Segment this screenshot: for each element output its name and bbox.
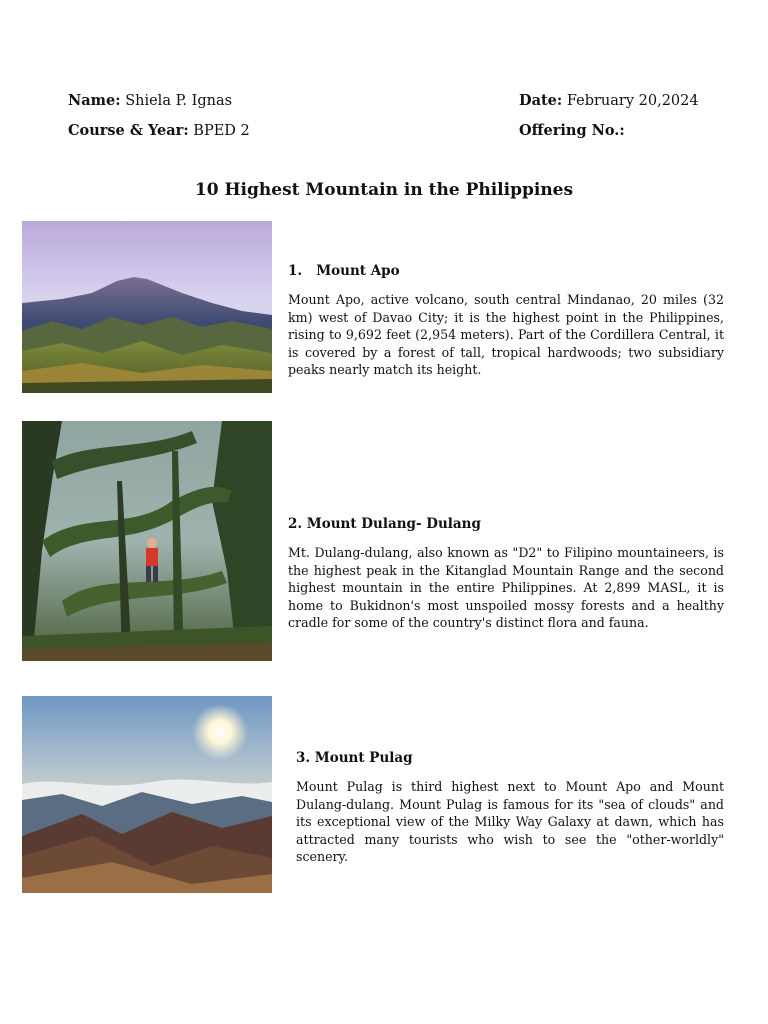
name-field [68, 92, 232, 109]
page-title: 10 Highest Mountain in the Philippines [194, 180, 574, 200]
entry-mount-dulang-dulang [288, 516, 724, 632]
name-label: Name: [68, 92, 121, 109]
entry-mount-apo [288, 263, 724, 379]
course-year-value: BPED 2 [193, 123, 250, 139]
entry-heading: 2. Mount Dulang- Dulang [288, 516, 481, 532]
name-value: Shiela P. Ignas [125, 93, 233, 109]
course-year-label: Course & Year: [68, 122, 189, 139]
entry-mount-pulag [296, 750, 724, 866]
mount-pulag-photo [22, 696, 272, 893]
entry-heading: 1. Mount Apo [288, 263, 400, 279]
date-field [519, 92, 699, 109]
offering-field [519, 122, 625, 139]
entry-body: Mt. Dulang-dulang, also known as "D2" to Filipino mountaineers, is the highest peak in the Kitanglad Mountain Range and the second highest mountain in the entire Philippines. At 2,899 MASL, it is home to Bukidnon's most unspoiled mossy forests and a healthy cradle for some of the country's distinct flora and fauna. [288, 545, 724, 630]
offering-label: Offering No.: [519, 122, 625, 139]
date-value: February 20,2024 [566, 93, 699, 109]
entry-body: Mount Apo, active volcano, south central Mindanao, 20 miles (32 km) west of Davao City; it is the highest point in the Philippines, rising to 9,692 feet (2,954 meters). Part of the Cordillera Central, it is covered by a forest of tall, tropical hardwoods; two subsidiary peaks nearly match its height. [288, 292, 724, 377]
entry-body: Mount Pulag is third highest next to Mount Apo and Mount Dulang-dulang. Mount Pulag is famous for its "sea of clouds" and its exceptional view of the Milky Way Galaxy at dawn, which has attracted many tourists who wish to see the "other-worldly" scenery. [296, 779, 724, 864]
mount-apo-photo [22, 221, 272, 393]
course-year-field [68, 122, 250, 139]
date-label: Date: [519, 92, 563, 109]
entry-heading: 3. Mount Pulag [296, 750, 413, 766]
mount-dulang-dulang-photo [22, 421, 272, 661]
